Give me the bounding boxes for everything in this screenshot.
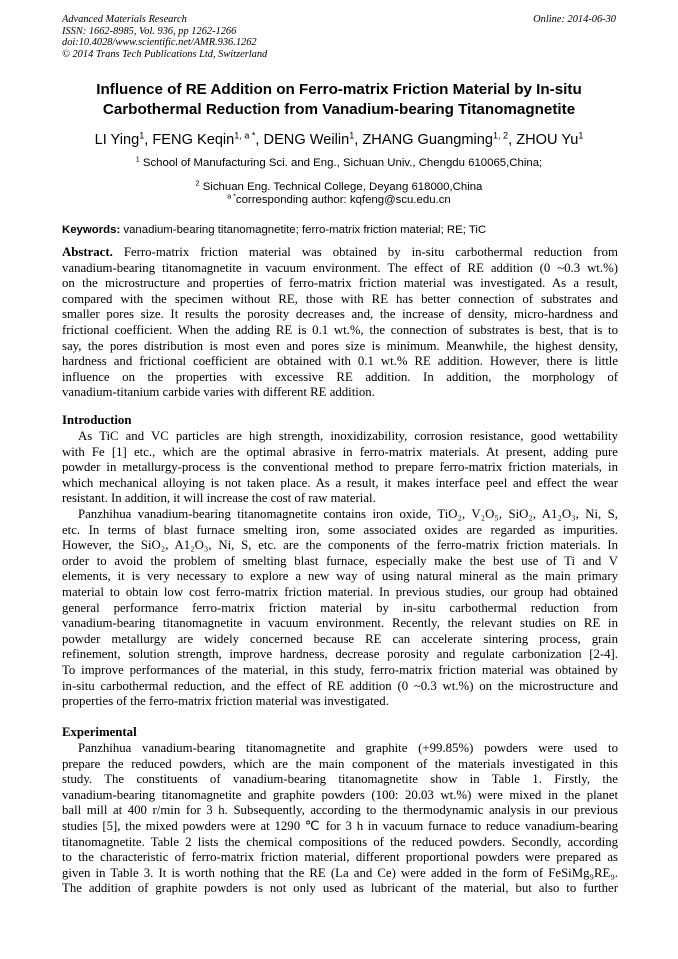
author: ZHOU Yu$^1$ xyxy=(516,130,584,148)
abstract-line: vanadium-bearing titanomagnetite in vacuum environment. The effect of RE addition (0 ~0.3 wt.%) xyxy=(62,260,618,275)
author: DENG Weilin$^1$, xyxy=(263,130,363,148)
intro-line: vanadium-bearing titanomagnetite in vacuum environment. Recently, the relevant studies on RE in xyxy=(62,616,618,631)
intro-line: Panzhihua vanadium-bearing titanomagnetite contains iron oxide, TiO₂, V₂O₅, SiO₂, A1₂O₃, Ni, S, xyxy=(78,506,618,521)
intro-line: However, the SiO₂, A1₂O₃, Ni, S, etc. are the components of the ferro-matrix friction materials. In xyxy=(62,538,618,553)
keywords-text: vanadium-bearing titanomagnetite; ferro-matrix friction material; RE; TiC xyxy=(123,224,487,236)
intro-line: which mechanical alloying is not taken place. As a result, it makes interface peel and effect the wear xyxy=(62,475,618,490)
affiliation-2: $^2$ Sichuan Eng. Technical College, Deyang 618000,China xyxy=(195,180,483,193)
abstract xyxy=(62,245,618,401)
journal-name: Advanced Materials Research xyxy=(62,14,187,25)
journal-doi: doi:10.4028/www.scientific.net/AMR.936.1262 xyxy=(62,37,257,49)
experimental-body xyxy=(62,741,618,897)
abstract-line: hardness and frictional coefficient are obtained with 0.1 wt.% RE addition. However, there is little xyxy=(62,354,618,369)
keywords xyxy=(62,223,618,237)
exp-line: prepare the reduced powders, which are the main component of the materials investigated in this xyxy=(62,756,618,771)
abstract-line: vanadium-titanium carbide varies with different RE addition. xyxy=(62,385,375,400)
exp-line: Panzhihua vanadium-bearing titanomagnetite and graphite (+99.85%) powders were used to xyxy=(78,741,618,755)
exp-line: The addition of graphite powders is not only used as lubricant of the material, but also to further xyxy=(62,881,618,896)
intro-line: powder metallurgy are widely concerned because RE can accelerate sintering process, grain xyxy=(62,631,618,646)
corresponding-author: $^{a *}$corresponding author: kqfeng@scu.edu.cn xyxy=(227,193,451,206)
author: LI Ying$^1$, xyxy=(94,130,153,148)
abstract-line: frictional coefficient. When the adding RE is 0.1 wt.%, the connection of substrates is best, that is to xyxy=(62,322,618,337)
experimental-heading: Experimental xyxy=(62,725,137,739)
intro-line: As TiC and VC particles are high strength, inoxidizability, corrosion resistance, good wettability xyxy=(78,429,618,443)
introduction-heading: Introduction xyxy=(62,413,132,427)
intro-line: material to obtain low cost ferro-matrix friction material. In previous studies, our group had obtained xyxy=(62,584,618,599)
abstract-line: on the microstructure and properties of ferro-matrix friction material was investigated. As a result, xyxy=(62,276,618,291)
author: FENG Keqin$^{1, a *}$, xyxy=(152,130,264,148)
intro-line: in-situ carbothermal reduction, and the effect of RE addition (0 ~0.3 wt.%) on the microstructure and xyxy=(62,678,618,693)
paper-title xyxy=(40,80,638,119)
intro-line: resistant. In addition, it will increase the cost of raw material. xyxy=(62,491,376,506)
journal-header xyxy=(62,14,616,60)
abstract-line: smaller pores size. It results the porosity decreases and, the increase of density, micro-hardness and xyxy=(62,307,618,322)
introduction-body xyxy=(62,429,618,710)
abstract-line: say, the pores distribution is most even and pores size is minimum. Meanwhile, the highest density, xyxy=(62,338,618,353)
author: ZHANG Guangming$^{1, 2}$, xyxy=(362,130,517,148)
intro-line: To improve performances of the material, in this study, ferro-matrix friction material was obtained by xyxy=(62,662,618,677)
intro-line: with Fe [1] etc., which are the optimal abrasive in ferro-matrix materials. At present, adding pure xyxy=(62,444,618,459)
author-list xyxy=(40,131,638,149)
intro-line: order to avoid the problem of smelting blast furnace, especially make the best use of Ti and V xyxy=(62,553,618,568)
exp-line: study. The constituents of vanadium-bearing titanomagnetite show in Table 1. Firstly, the xyxy=(62,772,618,787)
intro-line: powder in metallurgy-process is the conventional method to prepare ferro-matrix friction materials, in xyxy=(62,460,618,475)
affiliation-1: $^1$ School of Manufacturing Sci. and Eng., Sichuan Univ., Chengdu 610065,China; xyxy=(135,156,543,169)
title-line-1: Influence of RE Addition on Ferro-matrix Friction Material by In-situ xyxy=(96,81,582,98)
abstract-line: influence on the properties with excessive RE addition. In addition, the morphology of xyxy=(62,369,618,384)
intro-line: elements, it is very necessary to explore a new way of using natural mineral as the main primary xyxy=(62,569,618,584)
keywords-label: Keywords: xyxy=(62,224,121,236)
intro-line: properties of the ferro-matrix friction material was investigated. xyxy=(62,694,389,709)
exp-line: studies [5], the mixed powders were at 1290 ℃ for 3 h in vacuum furnace to reduce vanadium-bearing xyxy=(62,818,618,833)
exp-line: to the characteristic of ferro-matrix friction material, different proportional powders were prepared as xyxy=(62,850,618,865)
exp-line: given in Table 3. It is worth nothing that the RE (La and Ce) were added in the form of FeSiMg₉RE₉. xyxy=(62,865,618,880)
exp-line: vanadium-bearing titanomagnetite and graphite powders (100: 20.03 wt.%) were mixed in the planet xyxy=(62,787,618,802)
intro-line: refinement, solution strength, improve hardness, decrease porosity and regulate carbonization [2-4]. xyxy=(62,647,618,662)
abstract-line: compared with the specimen without RE, those with RE has better connection of substrates and xyxy=(62,291,618,306)
journal-copyright: © 2014 Trans Tech Publications Ltd, Switzerland xyxy=(62,48,268,60)
intro-line: general performance ferro-matrix friction material by in-situ carbothermal reduction from xyxy=(62,600,618,615)
online-date: Online: 2014-06-30 xyxy=(533,14,616,25)
abstract-line: Abstract. Ferro-matrix friction material was obtained by in-situ carbothermal reduction from xyxy=(62,245,619,259)
title-line-2: Carbothermal Reduction from Vanadium-bearing Titanomagnetite xyxy=(102,100,576,118)
exp-line: ball mill at 400 r/min for 3 h. Subsequently, according to the thermodynamic analysis in our previous xyxy=(62,803,618,818)
exp-line: titanomagnetite. Table 2 lists the chemical compositions of the reduced powders. Secondly, according xyxy=(62,834,618,849)
intro-line: etc. In terms of blast furnace smelting iron, some associated oxides are regarded as impurities. xyxy=(62,522,618,537)
journal-issn: ISSN: 1662-8985, Vol. 936, pp 1262-1266 xyxy=(62,25,237,37)
abstract-label: Abstract. xyxy=(62,245,113,259)
